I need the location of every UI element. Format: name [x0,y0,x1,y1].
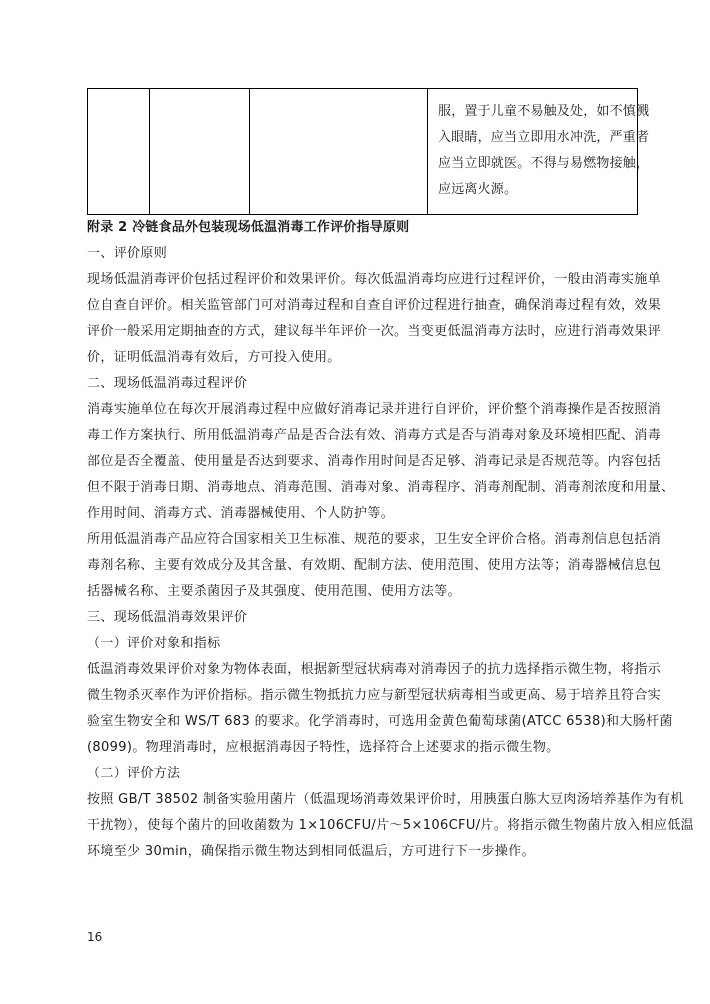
cell-text-line: 应当立即就医。不得与易燃物接触， [438,156,650,171]
section-heading: 二、现场低温消毒过程评价 [87,376,248,391]
table-cell-usage-notes [428,89,650,215]
cell-text-line: 应远离火源。 [438,182,518,197]
table-cell [250,89,428,215]
paragraph-line: 低温消毒效果评价对象为物体表面，根据新型冠状病毒对消毒因子的抗力选择指示微生物，将指示 [87,662,662,677]
appendix-title: 附录 2 冷链食品外包装现场低温消毒工作评价指导原则 [87,220,410,235]
subsection-heading: （一）评价对象和指标 [87,636,221,651]
paragraph-line: 毒工作方案执行、所用低温消毒产品是否合法有效、消毒方式是否与消毒对象及环境相匹配、消毒 [87,428,662,443]
table-row [88,89,638,215]
paragraph-line: 所用低温消毒产品应符合国家相关卫生标准、规范的要求，卫生安全评价合格。消毒剂信息包括消 [87,532,662,547]
table-cell [88,89,150,215]
table-cell [150,89,250,215]
paragraph-line: 现场低温消毒评价包括过程评价和效果评价。每次低温消毒均应进行过程评价，一般由消毒实施单 [87,272,662,287]
paragraph-line: 验室生物安全和 WS/T 683 的要求。化学消毒时，可选用金黄色葡萄球菌(ATCC 6538)和大肠杆菌 [87,714,673,729]
paragraph-line: 按照 GB/T 38502 制备实验用菌片（低温现场消毒效果评价时，用胰蛋白胨大豆肉汤培养基作为有机 [87,792,684,807]
section-heading: 三、现场低温消毒效果评价 [87,610,248,625]
paragraph-line: 但不限于消毒日期、消毒地点、消毒范围、消毒对象、消毒程序、消毒剂配制、消毒剂浓度和用量、 [87,480,675,495]
paragraph-line: 价，证明低温消毒有效后，方可投入使用。 [87,350,341,365]
section-heading: 一、评价原则 [87,246,168,261]
paragraph-line: 消毒实施单位在每次开展消毒过程中应做好消毒记录并进行自评价，评价整个消毒操作是否按照消 [87,402,662,417]
page-number: 16 [87,930,103,944]
main-content [87,215,695,865]
paragraph-line: 微生物杀灭率作为评价指标。指示微生物抵抗力应与新型冠状病毒相当或更高、易于培养且符合实 [87,688,662,703]
cell-text-line: 入眼睛，应当立即用水冲洗，严重者 [438,130,650,145]
cell-text-line: 服，置于儿童不易触及处，如不慎溅 [438,104,650,119]
paragraph-line: 环境至少 30min，确保指示微生物达到相同低温后，方可进行下一步操作。 [87,844,535,859]
subsection-heading: （二）评价方法 [87,766,181,781]
paragraph-line: (8099)。物理消毒时，应根据消毒因子特性，选择符合上述要求的指示微生物。 [87,740,560,755]
paragraph-line: 作用时间、消毒方式、消毒器械使用、个人防护等。 [87,506,395,521]
paragraph-line: 部位是否全覆盖、使用量是否达到要求、消毒作用时间是否足够、消毒记录是否规范等。内容包括 [87,454,662,469]
paragraph-line: 位自查自评价。相关监管部门可对消毒过程和自查自评价过程进行抽查，确保消毒过程有效，效果 [87,298,662,313]
paragraph-line: 括器械名称、主要杀菌因子及其强度、使用范围、使用方法等。 [87,584,461,599]
paragraph-line: 评价一般采用定期抽查的方式，建议每半年评价一次。当变更低温消毒方法时，应进行消毒效果评 [87,324,662,339]
continuation-table [87,88,650,215]
paragraph-line: 毒剂名称、主要有效成分及其含量、有效期、配制方法、使用范围、使用方法等；消毒器械信息包 [87,558,662,573]
paragraph-line: 干扰物），使每个菌片的回收菌数为 1×106CFU/片～5×106CFU/片。将指示微生物菌片放入相应低温 [87,818,695,833]
